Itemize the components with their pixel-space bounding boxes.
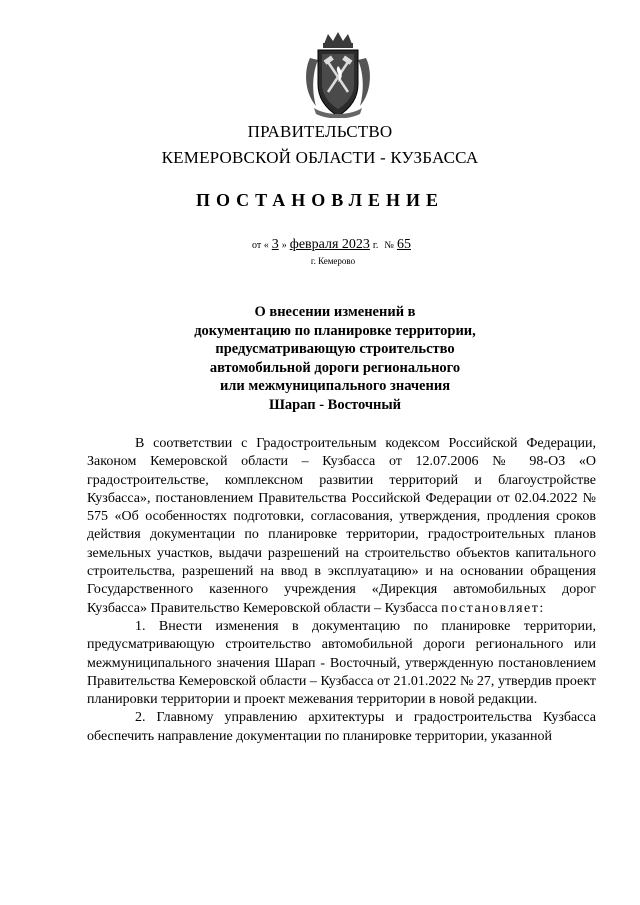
date-mid: » <box>281 240 287 251</box>
title-line: документацию по планировке территории, <box>194 322 476 339</box>
title-line: предусматривающую строительство <box>215 341 455 357</box>
date-prefix: от « <box>252 240 269 251</box>
clause-2-paragraph: 2. Главному управлению архитектуры и градостроительства Кузбасса обеспечить направление документации по планировке территории, указанной <box>87 710 596 744</box>
clause-1-paragraph: 1. Внести изменения в документацию по планировке территории, предусматривающую строительство автомобильной дороги регионального или межмуниципального значения Шарап - Восточный, утвержденную постановлением Правительства Кемеровской области – Кузбасса от 21.01.2022 № 27, утвердив проект планировки территории и проект межевания территории в новой редакции. <box>87 618 596 708</box>
document-number: 65 <box>396 237 411 252</box>
document-number-prefix: № <box>384 240 394 251</box>
title-line: Шарап - Восточный <box>268 396 402 413</box>
document-city: г. Кемерово <box>310 256 356 266</box>
document-body <box>87 435 596 746</box>
government-name-line1: ПРАВИТЕЛЬСТВО <box>247 122 393 141</box>
kuzbass-coat-of-arms-icon <box>300 30 376 118</box>
document-title <box>170 303 500 414</box>
document-type-heading: ПОСТАНОВЛЕНИЕ <box>195 190 445 210</box>
date-day: 3 <box>271 237 279 252</box>
title-line: автомобильной дороги регионального <box>209 359 461 376</box>
document-date-line <box>252 237 512 253</box>
preamble-text: В соответствии с Градостроительным кодексом Российской Федерации, Законом Кемеровской области – Кузбасса от 12.07.2006 № 98-ОЗ «О градостроительстве, комплексном развитии территорий и благоустройстве Кузбасса», постановлением Правительства Российской Федерации от 02.04.2022 № 575 «Об особенностях подготовки, согласования, утверждения, продления сроков действия документации по планировке территории, градостроительных планов земельных участков, выдачи разрешений на строительство объектов капитального строительства, разрешений на ввод в эксплуатацию» и на основании обращения Государственного казенного учреждения «Дирекция автомобильных дорог Кузбасса» Правительство Кемеровской области – Кузбасса <box>87 436 596 616</box>
title-line: или межмуниципального значения <box>219 378 451 394</box>
resolution-verb: постановляет: <box>441 600 545 616</box>
date-month-year: февраля 2023 <box>289 237 370 252</box>
date-year-suffix: г. <box>372 240 379 251</box>
title-line: О внесении изменений в <box>254 304 416 320</box>
government-name-line2: КЕМЕРОВСКОЙ ОБЛАСТИ - КУЗБАССА <box>161 148 479 167</box>
preamble-paragraph <box>87 435 596 618</box>
